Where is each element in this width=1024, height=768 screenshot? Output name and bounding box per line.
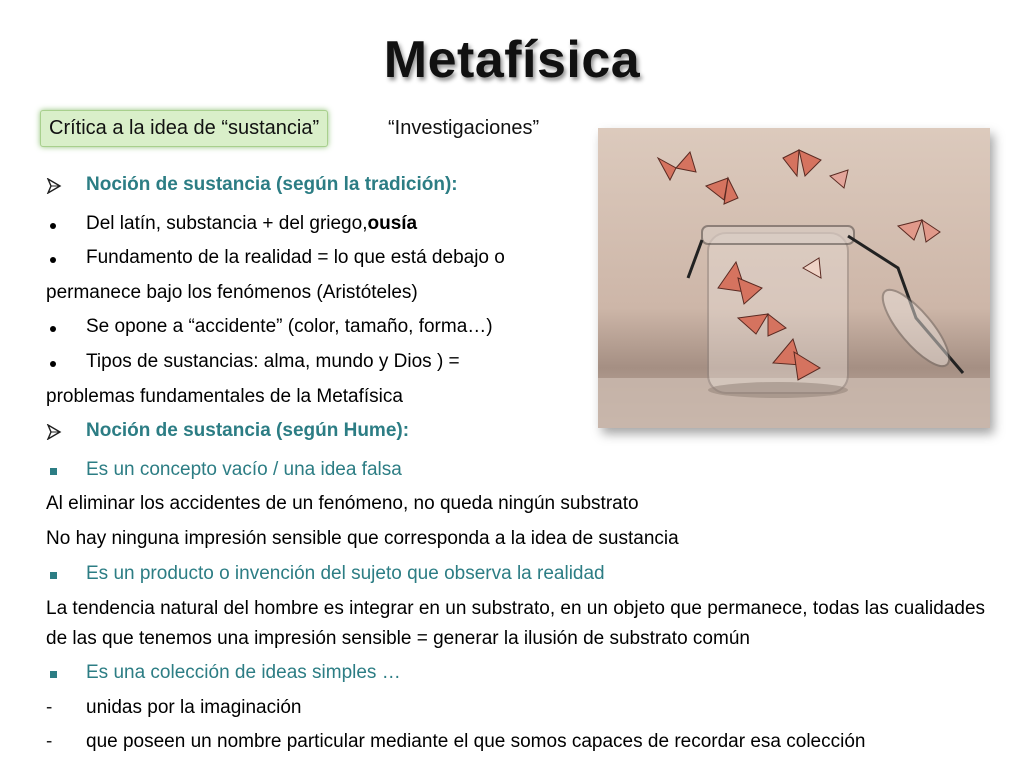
square-bullet-icon	[46, 656, 86, 691]
line-text: unidas por la imaginación	[86, 696, 302, 718]
content-line	[46, 594, 1006, 654]
content-line	[46, 241, 1006, 276]
line-text: La tendencia natural del hombre es integrar en un substrato, en un objeto que permanece, todas las cualidades de las que tenemos una impresión sensible = generar la ilusión de substrato común	[46, 598, 986, 650]
line-text: Fundamento de la realidad = lo que está debajo o	[86, 247, 505, 269]
line-text: Al eliminar los accidentes de un fenómeno, no queda ningún substrato	[46, 493, 639, 515]
line-text: Del latín, substancia + del griego,	[86, 212, 368, 234]
content-line	[46, 345, 1006, 380]
square-bullet-icon	[46, 557, 86, 592]
content-line	[46, 656, 1006, 691]
line-text: Es una colección de ideas simples …	[86, 662, 401, 684]
subtitle-secondary: “Investigaciones”	[388, 117, 540, 139]
slide-title: Metafísica	[383, 31, 641, 89]
line-text: Se opone a “accidente” (color, tamaño, forma…)	[86, 316, 493, 338]
slide-content	[46, 168, 1006, 760]
content-line	[46, 414, 1006, 453]
content-line	[46, 453, 1006, 488]
dash-bullet: -	[46, 731, 53, 753]
content-line	[46, 487, 1006, 522]
arrow-bullet-icon	[46, 414, 86, 453]
content-line	[46, 557, 1006, 592]
line-text: permanece bajo los fenómenos (Aristóteles)	[46, 281, 418, 303]
line-text: Noción de sustancia (según Hume):	[86, 420, 410, 442]
content-line	[46, 691, 1006, 726]
line-text: Es un concepto vacío / una idea falsa	[86, 458, 402, 480]
line-text: problemas fundamentales de la Metafísica	[46, 385, 403, 407]
line-text: Noción de sustancia (según la tradición):	[86, 174, 458, 195]
dot-bullet-icon	[46, 345, 86, 380]
content-line	[46, 380, 1006, 415]
line-bold-term: ousía	[367, 212, 418, 234]
content-line	[46, 207, 1006, 242]
dash-bullet: -	[46, 696, 53, 718]
content-line	[46, 276, 1006, 311]
content-line	[46, 522, 1006, 557]
line-text: Es un producto o invención del sujeto que observa la realidad	[86, 562, 605, 584]
content-line	[46, 725, 1006, 760]
arrow-bullet-icon	[46, 168, 86, 207]
line-text: que poseen un nombre particular mediante el que somos capaces de recordar esa colección	[86, 731, 866, 753]
dot-bullet-icon	[46, 207, 86, 242]
dot-bullet-icon	[46, 310, 86, 345]
square-bullet-icon	[46, 453, 86, 488]
content-line	[46, 310, 1006, 345]
line-text: No hay ninguna impresión sensible que corresponda a la idea de sustancia	[46, 527, 679, 549]
dot-bullet-icon	[46, 241, 86, 276]
subtitle-highlight: Crítica a la idea de “sustancia”	[40, 110, 328, 147]
content-line	[46, 168, 1006, 207]
line-text: Tipos de sustancias: alma, mundo y Dios ) =	[86, 350, 460, 372]
